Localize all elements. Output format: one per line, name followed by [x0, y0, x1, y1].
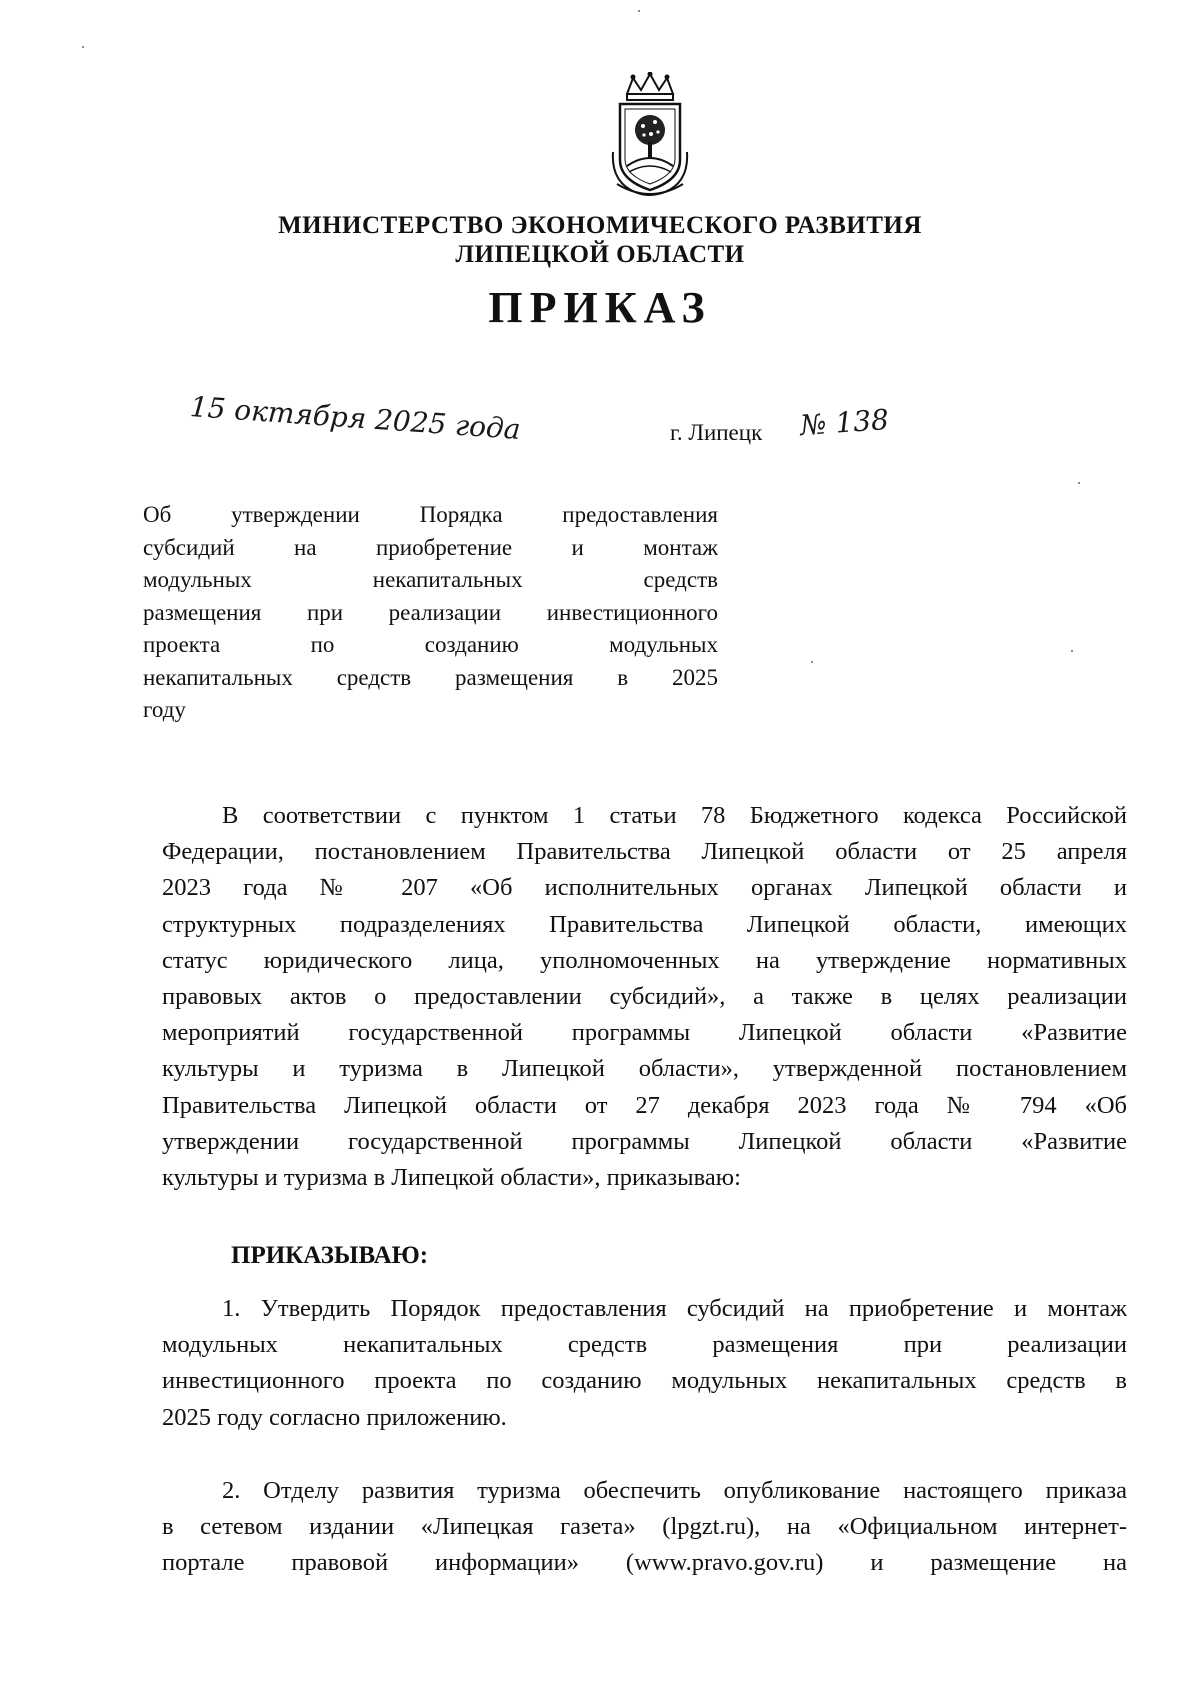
ministry-name-line1: МИНИСТЕРСТВО ЭКОНОМИЧЕСКОГО РАЗВИТИЯ — [278, 212, 922, 239]
subject-line: проекта по созданию модульных — [143, 632, 718, 657]
city-label: г. Липецк — [670, 420, 763, 445]
scan-speck — [82, 46, 84, 48]
paragraph-line: культуры и туризма в Липецкой области», утвержденной постановлением — [162, 1055, 1127, 1083]
paragraph-line: Федерации, постановлением Правительства Липецкой области от 25 апреля — [162, 838, 1127, 866]
subject-line: модульных некапитальных средств — [143, 567, 718, 592]
handwritten-date: 15 октября 2025 года — [188, 390, 522, 447]
paragraph-line: 2025 году согласно приложению. — [162, 1403, 507, 1431]
paragraph-line: модульных некапитальных средств размещения при реализации — [162, 1331, 1127, 1359]
paragraph-line: утверждении государственной программы Липецкой области «Развитие — [162, 1127, 1127, 1155]
order-subject — [143, 499, 718, 727]
subject-line: некапитальных средств размещения в 2025 — [143, 664, 718, 690]
paragraph-line: Правительства Липецкой области от 27 декабря 2023 года № 794 «Об — [162, 1091, 1127, 1119]
paragraph-line: статус юридического лица, уполномоченных на утверждение нормативных — [162, 946, 1127, 974]
ministry-name-line2: ЛИПЕЦКОЙ ОБЛАСТИ — [455, 241, 745, 268]
handwritten-order-number: № 138 — [798, 402, 890, 443]
subject-line: субсидий на приобретение и монтаж — [143, 534, 718, 560]
scan-speck — [1071, 650, 1073, 652]
paragraph-line: культуры и туризма в Липецкой области», приказываю: — [162, 1163, 741, 1191]
order-item-2 — [162, 1473, 1127, 1582]
paragraph-line: инвестиционного проекта по созданию модульных некапитальных средств в — [162, 1367, 1127, 1395]
paragraph-line: В соответствии с пунктом 1 статьи 78 Бюджетного кодекса Российской — [222, 802, 1127, 829]
paragraph-line: портале правовой информации» (www.pravo.gov.ru) и размещение на — [162, 1549, 1127, 1577]
paragraph-line: мероприятий государственной программы Липецкой области «Развитие — [162, 1019, 1127, 1047]
paragraph-line: в сетевом издании «Липецкая газета» (lpgzt.ru), на «Официальном интернет- — [162, 1513, 1127, 1541]
document-type-title: ПРИКАЗ — [488, 283, 712, 332]
paragraph-line: 2. Отделу развития туризма обеспечить опубликование настоящего приказа — [222, 1477, 1127, 1504]
subject-line: году — [143, 697, 186, 722]
scan-speck — [1078, 482, 1080, 484]
subject-line: Об утверждении Порядка предоставления — [143, 502, 718, 527]
paragraph-line: 1. Утвердить Порядок предоставления субсидий на приобретение и монтаж — [222, 1295, 1127, 1322]
legal-basis-paragraph — [162, 798, 1127, 1196]
paragraph-line: 2023 года № 207 «Об исполнительных органах Липецкой области и — [162, 874, 1127, 902]
scan-speck — [811, 661, 813, 663]
subject-line: размещения при реализации инвестиционного — [143, 599, 718, 625]
order-heading: ПРИКАЗЫВАЮ: — [231, 1242, 429, 1269]
order-item-1 — [162, 1291, 1127, 1436]
paragraph-line: структурных подразделениях Правительства Липецкой области, имеющих — [162, 910, 1127, 938]
scan-speck — [638, 10, 640, 12]
paragraph-line: правовых актов о предоставлении субсидий», а также в целях реализации — [162, 982, 1127, 1010]
coat-of-arms-icon — [605, 72, 695, 200]
